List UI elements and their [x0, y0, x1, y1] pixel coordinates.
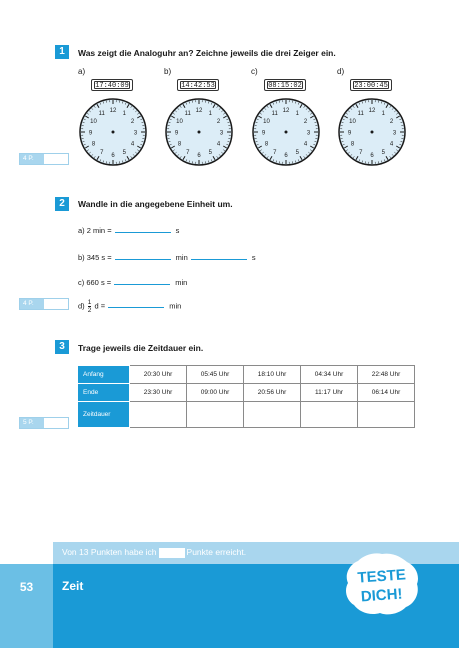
analog-clock-face[interactable] — [78, 97, 148, 167]
duration-answer-cell[interactable] — [130, 402, 187, 428]
page-number-strip — [0, 564, 53, 648]
end-cell: 09:00 Uhr — [187, 384, 244, 402]
dial-number: 9 — [261, 130, 266, 137]
dial-number: 4 — [216, 141, 221, 148]
dial-number: 1 — [381, 110, 385, 117]
score-line — [62, 547, 246, 558]
clock-center-dot — [371, 131, 374, 134]
answer-blank[interactable] — [114, 276, 170, 285]
conversion-d-unit: min — [169, 301, 182, 311]
analog-clock-face[interactable] — [251, 97, 321, 167]
conversion-d-label: d) — [78, 301, 85, 311]
clock-center-dot — [198, 131, 201, 134]
task-2-points-box[interactable] — [19, 298, 69, 310]
conversion-d-text: d = — [94, 301, 106, 311]
analog-clock-face[interactable] — [164, 97, 234, 167]
dial-number: 1 — [208, 110, 212, 117]
fraction — [88, 299, 92, 314]
task-1-points-label: 4 P. — [20, 154, 44, 164]
digital-time: 14:42:53 — [181, 82, 215, 90]
chapter-title: Zeit — [62, 579, 84, 593]
task-1-points-box[interactable] — [19, 153, 69, 165]
conversion-a-unit: s — [175, 226, 180, 235]
conversion-a — [78, 224, 179, 235]
dial-number: 4 — [389, 141, 394, 148]
digital-time: 08:15:02 — [268, 82, 302, 90]
answer-blank[interactable] — [115, 251, 171, 260]
digital-time: 17:40:09 — [95, 82, 129, 90]
digital-clock-display — [91, 79, 133, 91]
start-cell: 20:30 Uhr — [130, 366, 187, 384]
task-2-number: 2 — [55, 197, 69, 211]
dial-number: 9 — [88, 130, 93, 137]
dial-number: 2 — [216, 119, 221, 126]
dial-number: 10 — [176, 119, 183, 126]
digital-clock-display — [177, 79, 219, 91]
dial-number: 5 — [122, 149, 126, 156]
dial-number: 3 — [133, 130, 138, 137]
end-cell: 11:17 Uhr — [301, 384, 358, 402]
end-cell: 23:30 Uhr — [130, 384, 187, 402]
clock-center-dot — [112, 131, 115, 134]
score-text-after: Punkte erreicht. — [186, 547, 247, 557]
task-3-points-box[interactable] — [19, 417, 69, 429]
task-2-title: Wandle in die angegebene Einheit um. — [78, 199, 233, 209]
dial-number: 3 — [306, 130, 311, 137]
dial-number: 12 — [282, 107, 290, 114]
conversion-b-unit-1: min — [175, 253, 188, 262]
dial-number: 7 — [359, 149, 363, 156]
start-cell: 18:10 Uhr — [244, 366, 301, 384]
start-cell: 04:34 Uhr — [301, 366, 358, 384]
dial-number: 5 — [208, 149, 212, 156]
dial-number: 6 — [111, 152, 115, 159]
conversion-c-unit: min — [175, 278, 188, 287]
dial-number: 3 — [392, 130, 397, 137]
duration-answer-cell[interactable] — [358, 402, 415, 428]
conversion-b-label: b) — [78, 253, 85, 262]
clock-label: d) — [337, 67, 345, 76]
dial-number: 6 — [284, 152, 288, 159]
dial-number: 11 — [357, 110, 364, 117]
task-3-points-label: 5 P. — [20, 418, 44, 428]
end-cell: 20:56 Uhr — [244, 384, 301, 402]
page-number: 53 — [19, 580, 34, 594]
table-row-start — [78, 366, 415, 384]
dial-number: 8 — [177, 141, 182, 148]
dial-number: 9 — [174, 130, 179, 137]
dial-number: 10 — [90, 119, 97, 126]
task-3-number: 3 — [55, 340, 69, 354]
digital-clock-display — [264, 79, 306, 91]
dial-number: 2 — [389, 119, 394, 126]
dial-number: 7 — [273, 149, 277, 156]
table-row-duration — [78, 402, 415, 428]
dial-number: 5 — [295, 149, 299, 156]
task-1-number: 1 — [55, 45, 69, 59]
dial-number: 10 — [349, 119, 356, 126]
conversion-a-label: a) — [78, 226, 85, 235]
dial-number: 2 — [130, 119, 135, 126]
dial-number: 11 — [271, 110, 278, 117]
task-1-title: Was zeigt die Analoguhr an? Zeichne jeweils die drei Zeiger ein. — [78, 48, 336, 58]
teste-dich-badge — [344, 552, 420, 616]
dial-number: 11 — [98, 110, 105, 117]
clock-center-dot — [285, 131, 288, 134]
conversion-b — [78, 251, 256, 262]
table-row-end — [78, 384, 415, 402]
score-text-before: Von 13 Punkten habe ich — [62, 547, 157, 557]
dial-number: 12 — [195, 107, 203, 114]
fraction-denominator: 2 — [87, 307, 92, 314]
dial-number: 1 — [295, 110, 299, 117]
dial-number: 6 — [197, 152, 201, 159]
score-input-box[interactable] — [159, 548, 185, 558]
dial-number: 6 — [370, 152, 374, 159]
digital-time: 23:00:45 — [354, 82, 388, 90]
dial-number: 7 — [186, 149, 190, 156]
badge-text-1: TESTE — [356, 566, 407, 587]
task-3-title: Trage jeweils die Zeitdauer ein. — [78, 343, 204, 353]
start-cell: 22:48 Uhr — [358, 366, 415, 384]
dial-number: 9 — [347, 130, 352, 137]
dial-number: 4 — [130, 141, 135, 148]
conversion-c-label: c) — [78, 278, 85, 287]
digital-clock-display — [350, 79, 392, 91]
duration-answer-cell[interactable] — [301, 402, 358, 428]
dial-number: 1 — [122, 110, 126, 117]
badge-text-2: DICH! — [360, 585, 404, 606]
dial-number: 11 — [184, 110, 191, 117]
duration-answer-cell[interactable] — [187, 402, 244, 428]
end-cell: 06:14 Uhr — [358, 384, 415, 402]
dial-number: 5 — [381, 149, 385, 156]
duration-table — [77, 365, 415, 428]
dial-number: 8 — [264, 141, 269, 148]
dial-number: 8 — [350, 141, 355, 148]
clock-label: a) — [78, 67, 86, 76]
dial-number: 10 — [263, 119, 270, 126]
row-header-end: Ende — [78, 384, 130, 402]
row-header-start: Anfang — [78, 366, 130, 384]
conversion-b-text: 345 s = — [86, 253, 112, 262]
start-cell: 05:45 Uhr — [187, 366, 244, 384]
clock-label: b) — [164, 67, 172, 76]
dial-number: 8 — [91, 141, 96, 148]
row-header-duration: Zeitdauer — [78, 402, 130, 428]
duration-answer-cell[interactable] — [244, 402, 301, 428]
dial-number: 7 — [100, 149, 104, 156]
answer-blank[interactable] — [115, 224, 171, 233]
conversion-c-text: 660 s = — [86, 278, 112, 287]
conversion-d — [78, 299, 181, 314]
analog-clock-face[interactable] — [337, 97, 407, 167]
answer-blank[interactable] — [191, 251, 247, 260]
dial-number: 2 — [303, 119, 308, 126]
clock-label: c) — [251, 67, 258, 76]
conversion-b-unit-2: s — [251, 253, 256, 262]
dial-number: 12 — [368, 107, 376, 114]
dial-number: 3 — [219, 130, 224, 137]
task-2-points-label: 4 P. — [20, 299, 44, 309]
answer-blank[interactable] — [108, 299, 164, 308]
conversion-c — [78, 276, 187, 287]
dial-number: 12 — [109, 107, 117, 114]
dial-number: 4 — [303, 141, 308, 148]
conversion-a-text: 2 min = — [86, 226, 112, 235]
fraction-numerator: 1 — [87, 299, 92, 306]
